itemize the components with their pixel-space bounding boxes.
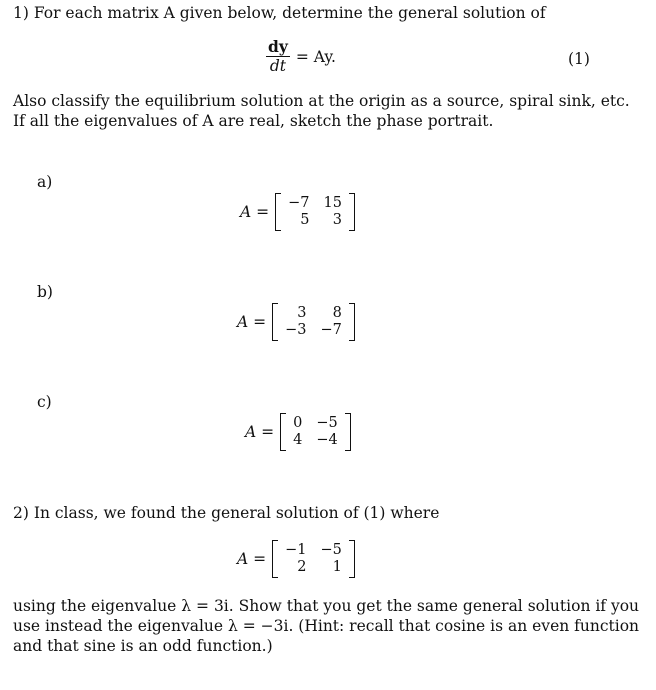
matrix-entry: −7 (288, 195, 310, 211)
part-a-label: a) (37, 173, 53, 191)
part-c-matrix (280, 413, 351, 451)
problem2-line-3: and that sine is an odd function.) (13, 637, 273, 655)
problem2-line-2: use instead the eigenvalue λ = −3i. (Hint: recall that cosine is an even function (13, 617, 640, 635)
part-c-label: c) (37, 393, 52, 411)
equation-rhs: = Ay. (295, 47, 336, 66)
equation-number: (1) (568, 50, 590, 68)
part-b-matrix (272, 303, 355, 341)
right-bracket (349, 193, 355, 231)
matrix-entry: 15 (323, 195, 342, 211)
fraction-numerator: dy (268, 37, 288, 56)
matrix-entry: −4 (316, 432, 338, 448)
matrix-entry: −5 (320, 542, 342, 558)
matrix-entry: 1 (332, 559, 342, 575)
right-bracket (349, 303, 355, 341)
part-b-label: b) (37, 283, 53, 301)
problem2-lhs: A = (237, 550, 267, 568)
matrix-entry: 2 (297, 559, 307, 575)
problem2-intro: 2) In class, we found the general solution of (1) where (13, 504, 440, 522)
matrix-entry: 0 (293, 415, 303, 431)
part-c-matrix-equation (245, 413, 351, 451)
part-b-lhs: A = (237, 313, 267, 331)
matrix-entry: −3 (285, 322, 307, 338)
fraction-denominator: dt (269, 57, 286, 75)
ode-equation (266, 38, 336, 75)
part-a-lhs: A = (240, 203, 270, 221)
matrix-entry: −1 (285, 542, 307, 558)
matrix-entry: −7 (320, 322, 342, 338)
matrix-entry: 5 (300, 212, 310, 228)
matrix-entry: 3 (297, 305, 307, 321)
matrix-entry: 3 (332, 212, 342, 228)
part-b-matrix-equation (237, 303, 355, 341)
part-a-matrix (275, 193, 355, 231)
problem1-intro: 1) For each matrix A given below, determine the general solution of (13, 4, 546, 22)
matrix-entry: 4 (293, 432, 303, 448)
right-bracket (349, 540, 355, 578)
matrix-entry: 8 (332, 305, 342, 321)
problem2-matrix-equation (237, 540, 355, 578)
problem2-matrix (272, 540, 355, 578)
classify-line-2: If all the eigenvalues of A are real, sketch the phase portrait. (13, 112, 494, 130)
classify-line-1: Also classify the equilibrium solution at the origin as a source, spiral sink, etc. (13, 92, 630, 110)
part-a-matrix-equation (240, 193, 355, 231)
problem2-line-1: using the eigenvalue λ = 3i. Show that you get the same general solution if you (13, 597, 640, 615)
derivative-fraction (266, 38, 290, 75)
matrix-entry: −5 (316, 415, 338, 431)
part-c-lhs: A = (245, 423, 275, 441)
right-bracket (345, 413, 351, 451)
